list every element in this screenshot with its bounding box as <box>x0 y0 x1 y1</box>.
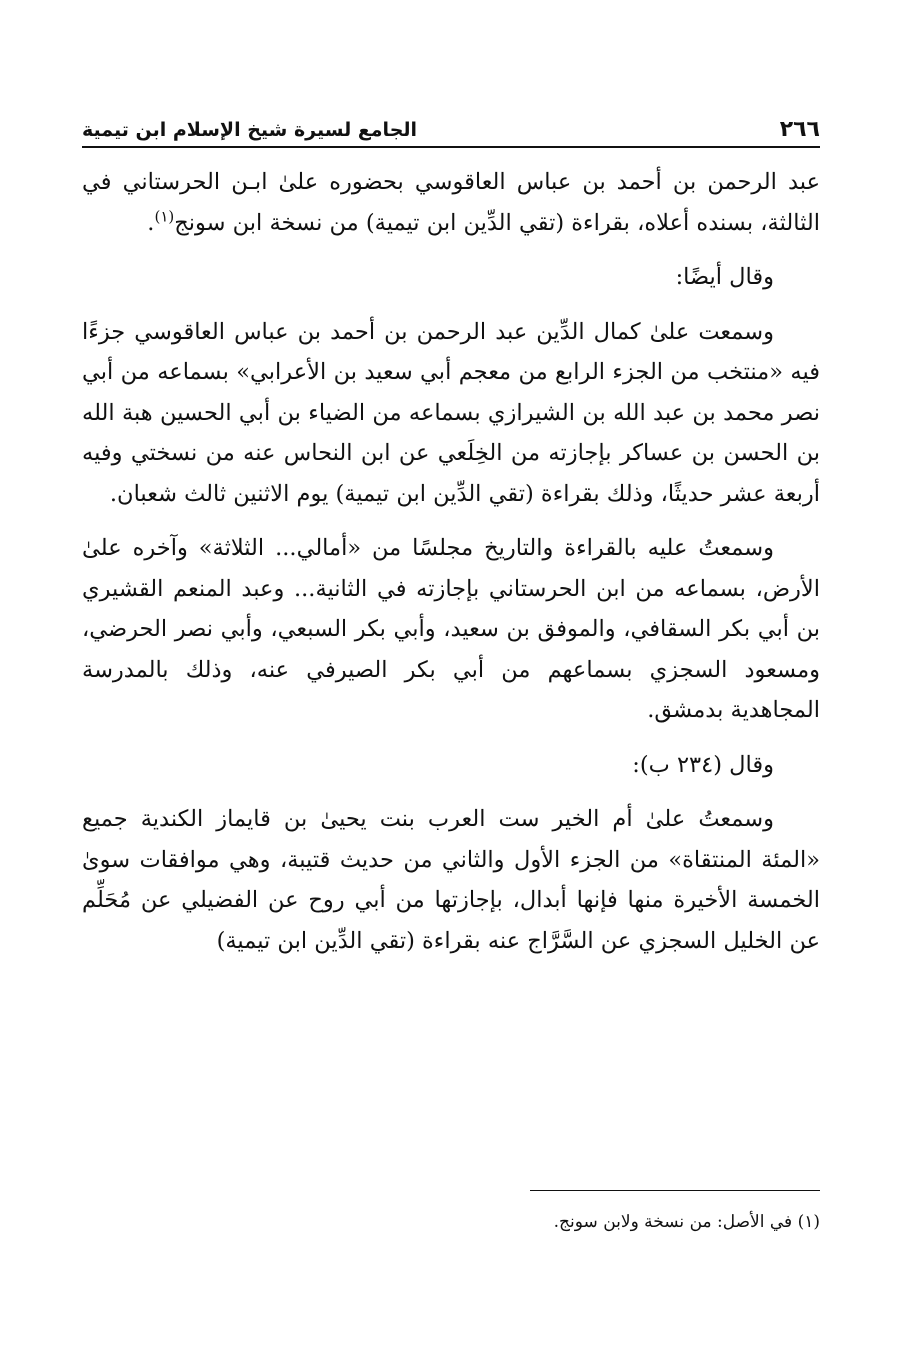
footnote: (١) في الأصل: من نسخة ولابن سونج. <box>553 1212 820 1232</box>
paragraph: وقال (٢٣٤ ب): <box>632 751 774 778</box>
book-title: الجامع لسيرة شيخ الإسلام ابن تيمية <box>82 119 418 141</box>
book-page <box>82 108 820 1232</box>
paragraph: وسمعت علىٰ كمال الدِّين عبد الرحمن بن أحمد بن عباس العاقوسي جزءًا فيه «منتخب من الجزء الرابع من معجم أبي سعيد بن الأعرابي» بسماعه من أبي نصر محمد بن عبد الله بن الشيرازي بسماعه من الضياء بن أبي الحسين هبة الله بن الحسن بن عساكر بإجازته من الخِلَعي عن ابن النحاس عنه من نسختي وفيه أربعة عشر حديثًا، وذلك بقراءة (تقي الدِّين ابن تيمية) يوم الاثنين ثالث شعبان. <box>82 318 820 507</box>
page-body <box>82 162 820 961</box>
paragraph: وسمعتُ علىٰ أم الخير ست العرب بنت يحيىٰ بن قايماز الكندية جميع «المئة المنتقاة» من الجزء الأول والثاني من حديث قتيبة، وهي موافقات سوىٰ الخمسة الأخيرة منها فإنها أبدال، بإجازتها من أبي روح عن الفضيلي عن مُحَلِّم عن الخليل السجزي عن السَّرَّاج عنه بقراءة (تقي الدِّين ابن تيمية) <box>82 806 820 954</box>
paragraph <box>82 162 820 243</box>
footnote-marker: (١) <box>154 207 175 225</box>
paragraph: وسمعتُ عليه بالقراءة والتاريخ مجلسًا من «أمالي... الثلاثة» وآخره علىٰ الأرض، بسماعه من ابن الحرستاني بإجازته في الثانية... وعبد المنعم القشيري بن أبي بكر السقافي، والموفق بن سعيد، وأبي بكر السبعي، وأبي نصر الحرضي، ومسعود السجزي بسماعهم من أبي بكر الصيرفي عنه، وذلك بالمدرسة المجاهدية بدمشق. <box>82 535 820 723</box>
paragraph-text: عبد الرحمن بن أحمد بن عباس العاقوسي بحضوره علىٰ ابـن الحرستاني في الثالثة، بسنده أعلاه، بقراءة (تقي الدِّين ابن تيمية) من نسخة ابن سونج <box>82 169 820 236</box>
footnotes <box>82 1190 820 1235</box>
paragraph: وقال أيضًا: <box>675 264 774 290</box>
running-header <box>82 108 820 148</box>
paragraph-end-punctuation: . <box>147 209 155 236</box>
footnote-separator <box>530 1190 820 1191</box>
page-number: ٢٦٦ <box>779 117 820 142</box>
